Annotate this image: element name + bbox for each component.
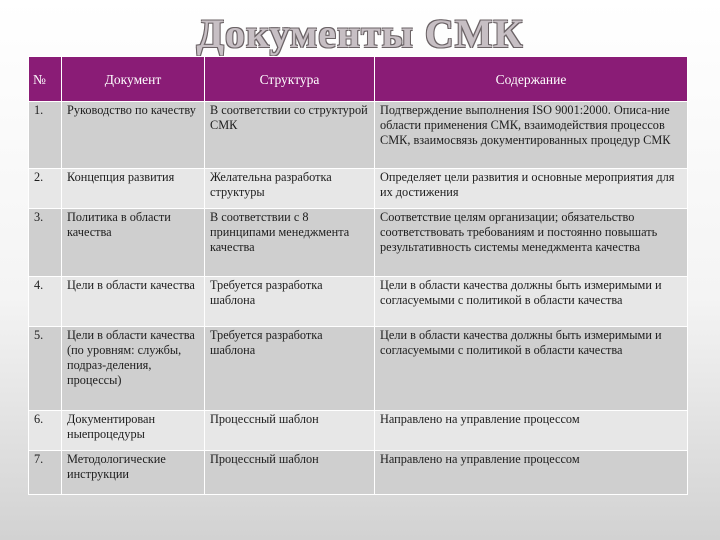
cell-number: 5.: [29, 327, 62, 411]
cell-content: Цели в области качества должны быть измеримыми и согласуемыми с политикой в области качества: [375, 277, 688, 327]
cell-document: Политика в области качества: [62, 209, 205, 277]
cell-content: Определяет цели развития и основные мероприятия для их достижения: [375, 169, 688, 209]
cell-number: 1.: [29, 102, 62, 169]
table-header-row: [29, 57, 688, 102]
cell-number: 6.: [29, 411, 62, 451]
table-row: [29, 277, 688, 327]
cell-document: Концепция развития: [62, 169, 205, 209]
cell-content: Соответствие целям организации; обязательство соответствовать требованиям и постоянно повышать результативность системы менеджмента качества: [375, 209, 688, 277]
slide-title: Документы СМК: [196, 11, 524, 56]
cell-content: Цели в области качества должны быть измеримыми и согласуемыми с политикой в области качества: [375, 327, 688, 411]
cell-structure: В соответствии с 8 принципами менеджмента качества: [205, 209, 375, 277]
header-structure: Структура: [205, 57, 375, 102]
cell-document: Документирован ныепроцедуры: [62, 411, 205, 451]
cell-document: Методологические инструкции: [62, 451, 205, 495]
cell-structure: В соответствии со структурой СМК: [205, 102, 375, 169]
cell-structure: Процессный шаблон: [205, 411, 375, 451]
cell-number: 4.: [29, 277, 62, 327]
table-row: [29, 327, 688, 411]
cell-content: Направлено на управление процессом: [375, 451, 688, 495]
cell-number: 2.: [29, 169, 62, 209]
table-row: [29, 209, 688, 277]
cell-structure: Желательна разработка структуры: [205, 169, 375, 209]
cell-document: Руководство по качеству: [62, 102, 205, 169]
table-row: [29, 411, 688, 451]
header-document: Документ: [62, 57, 205, 102]
header-content: Содержание: [375, 57, 688, 102]
table-row: [29, 451, 688, 495]
table-row: [29, 169, 688, 209]
cell-structure: Процессный шаблон: [205, 451, 375, 495]
cell-document: Цели в области качества: [62, 277, 205, 327]
cell-content: Подтверждение выполнения ISO 9001:2000. Описа-ние области применения СМК, взаимодействия процессов СМК, взаимосвязь документированных процедур СМК: [375, 102, 688, 169]
cell-structure: Требуется разработка шаблона: [205, 327, 375, 411]
cell-document: Цели в области качества (по уровням: службы, подраз-деления, процессы): [62, 327, 205, 411]
table-row: [29, 102, 688, 169]
header-number: №: [29, 57, 62, 102]
cell-structure: Требуется разработка шаблона: [205, 277, 375, 327]
cell-number: 7.: [29, 451, 62, 495]
cell-number: 3.: [29, 209, 62, 277]
cell-content: Направлено на управление процессом: [375, 411, 688, 451]
documents-table: [28, 56, 688, 495]
